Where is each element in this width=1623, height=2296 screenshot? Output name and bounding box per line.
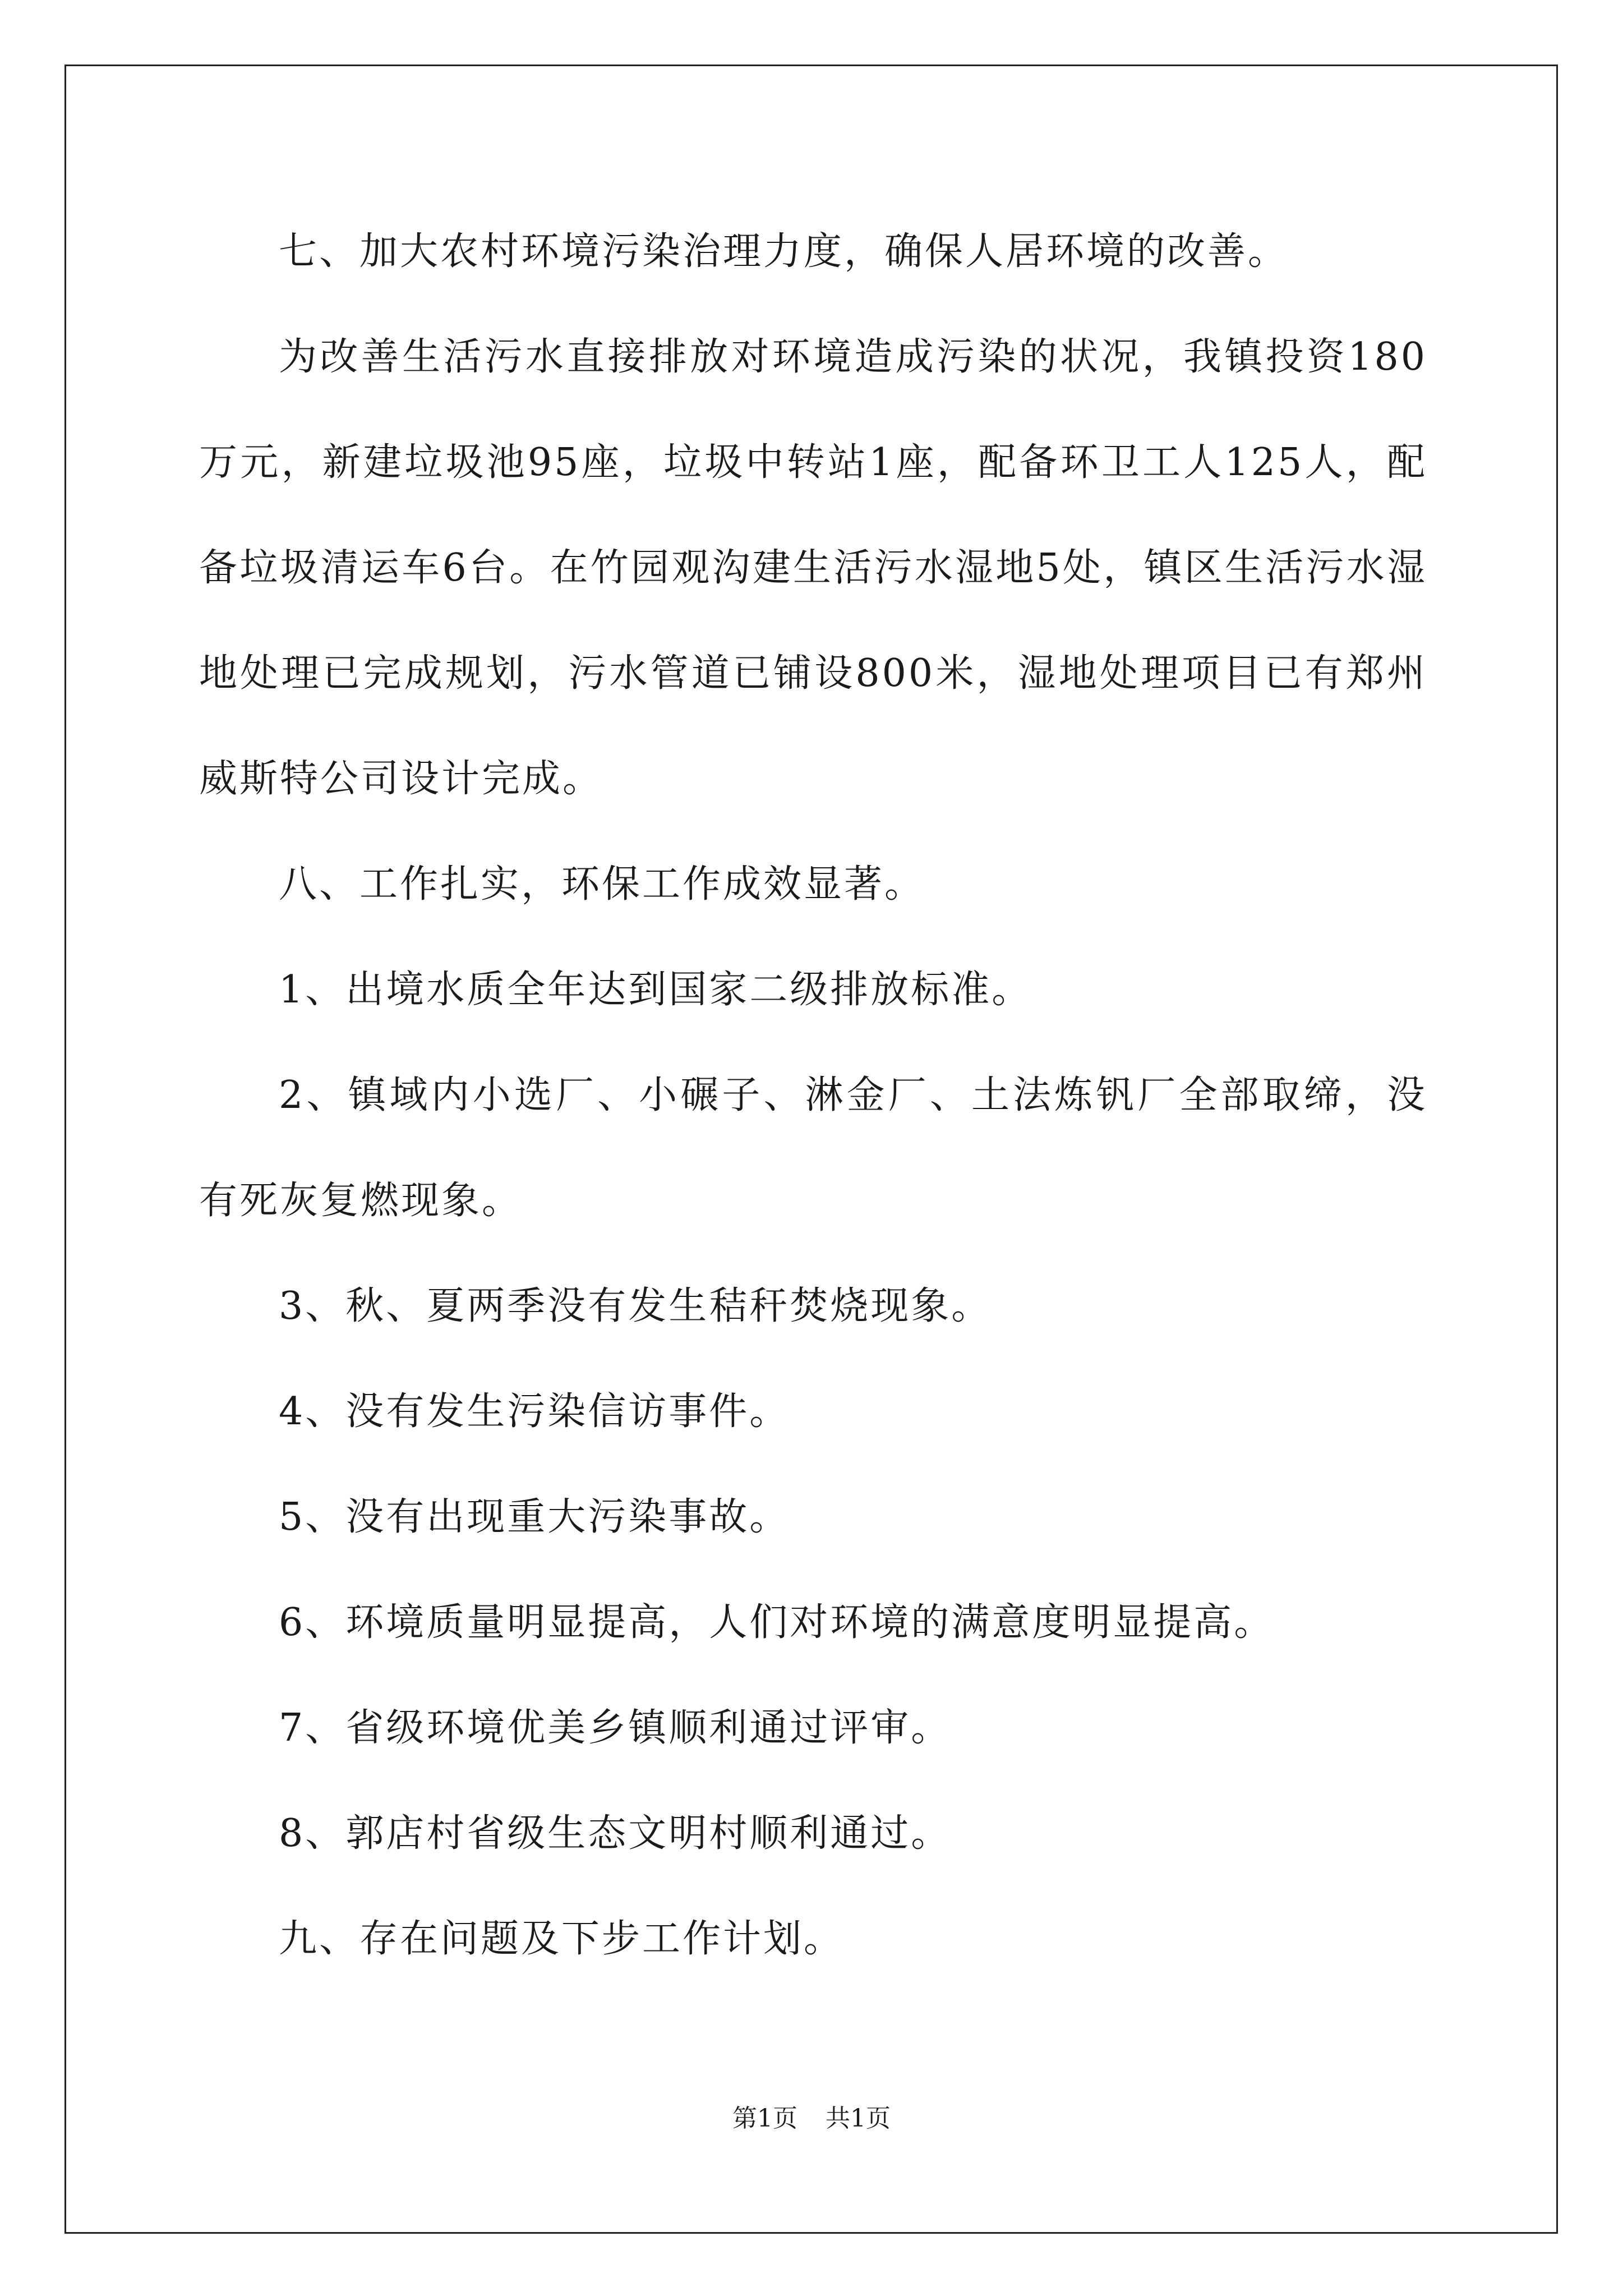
list-item-7: 7、省级环境优美乡镇顺利通过评审。 — [279, 1706, 952, 1750]
document-body — [199, 199, 1427, 1992]
paragraph-section-7-heading: 七、加大农村环境污染治理力度，确保人居环境的改善。 — [279, 229, 1289, 274]
page-footer — [0, 2098, 1623, 2134]
list-item-3: 3、秋、夏两季没有发生秸秆焚烧现象。 — [279, 1284, 992, 1328]
list-item-8: 8、郭店村省级生态文明村顺利通过。 — [279, 1811, 952, 1856]
list-item-2: 2、镇域内小选厂、小碾子、淋金厂、土法炼钒厂全部取缔，没有死灰复燃现象。 — [199, 1073, 1427, 1223]
list-item-5: 5、没有出现重大污染事故。 — [279, 1495, 790, 1539]
page-number-total: 共1页 — [826, 2104, 891, 2133]
list-item-1: 1、出境水质全年达到国家二级排放标准。 — [279, 968, 1032, 1012]
list-item-6: 6、环境质量明显提高，人们对环境的满意度明显提高。 — [279, 1600, 1275, 1645]
page-number-current: 第1页 — [732, 2104, 797, 2133]
list-item-4: 4、没有发生污染信访事件。 — [279, 1389, 790, 1434]
paragraph-sewage-investment: 为改善生活污水直接排放对环境造成污染的状况，我镇投资180万元，新建垃圾池95座，垃圾中转站1座，配备环卫工人125人，配备垃圾清运车6台。在竹园观沟建生活污水湿地5处，镇区生活污水湿地处理已完成规划，污水管道已铺设800米，湿地处理项目已有郑州威斯特公司设计完成。 — [199, 335, 1427, 801]
paragraph-section-9-heading: 九、存在问题及下步工作计划。 — [279, 1917, 845, 1961]
paragraph-section-8-heading: 八、工作扎实，环保工作成效显著。 — [279, 862, 925, 907]
